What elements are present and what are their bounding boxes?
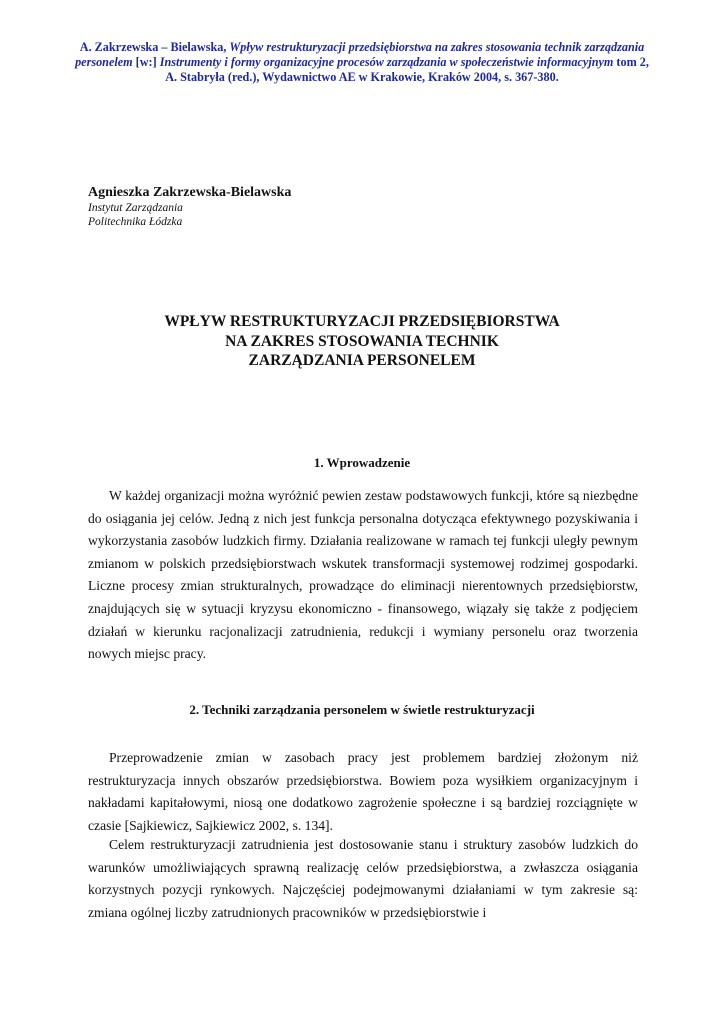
citation-in-marker: [w:] (132, 55, 160, 69)
author-university: Politechnika Łódzka (88, 216, 183, 228)
paper-title-line: NA ZAKRES STOSOWANIA TECHNIK (225, 332, 499, 350)
author-name: Agnieszka Zakrzewska-Bielawska (88, 185, 292, 200)
section-heading-introduction: 1. Wprowadzenie (313, 455, 411, 470)
author-institute: Instytut Zarządzania (88, 202, 183, 214)
paper-title-line: ZARZĄDZANIA PERSONELEM (248, 352, 476, 369)
techniques-paragraph-2: Celem restrukturyzacji zatrudnienia jest dostosowanie stanu i struktury zasobów ludzkich do warunków umożliwiających sprawną realizację celów przedsiębiorstwa, a zwłaszcza osiągania korzystnych pozycji rynkowych. Najczęściej podejmowanymi działaniami w tym zakresie są: zmiana ogólnej liczby zatrudnionych pracowników w przedsiębiorstwie i (88, 837, 638, 920)
techniques-paragraph-1: Przeprowadzenie zmian w zasobach pracy jest problemem bardziej złożonym niż restrukturyzacja innych obszarów przedsiębiorstwa. Bowiem poza wysiłkiem organizacyjnym i nakładami kapitałowymi, niosą one dodatkowo zagrożenie społeczne i są bardziej rozciągnięte w czasie [Sajkiewicz, Sajkiewicz 2002, s. 134]. (88, 750, 638, 833)
section-heading-techniques: 2. Techniki zarządzania personelem w świetle restrukturyzacji (189, 702, 535, 717)
paper-title (60, 312, 664, 371)
citation-header (70, 40, 654, 85)
author-block (88, 184, 488, 229)
paper-title-line: WPŁYW RESTRUKTURYZACJI PRZEDSIĘBIORSTWA (164, 313, 560, 330)
citation-lead: A. Zakrzewska – Bielawska, (79, 40, 230, 54)
citation-tail: tom 2, A. Stabryła (red.), Wydawnictwo AE w Krakowie, Kraków 2004, s. 367-380. (165, 55, 649, 84)
citation-book-title: Instrumenty i formy organizacyjne procesów zarządzania w społeczeństwie informacyjnym (159, 55, 614, 69)
introduction-paragraph: W każdej organizacji można wyróżnić pewien zestaw podstawowych funkcji, które są niezbędne do osiągania jej celów. Jedną z nich jest funkcja personalna dotycząca efektywnego pozyskiwania i wykorzystania zasobów ludzkich firmy. Działania realizowane w ramach tej funkcji uległy pewnym zmianom w polskich przedsiębiorstwach wskutek transformacji systemowej rodzimej gospodarki. Liczne procesy zmian strukturalnych, prowadzące do eliminacji nierentownych przedsiębiorstw, znajdujących się w sytuacji kryzysu ekonomiczno - finansowego, wiązały się także z podjęciem działań w kierunku racjonalizacji zatrudnienia, redukcji i wymiany personelu oraz tworzenia nowych miejsc pracy. (88, 488, 638, 662)
citation-article-title: Wpływ restrukturyzacji przedsiębiorstwa na zakres stosowania technik zarządzania personelem (75, 40, 645, 69)
